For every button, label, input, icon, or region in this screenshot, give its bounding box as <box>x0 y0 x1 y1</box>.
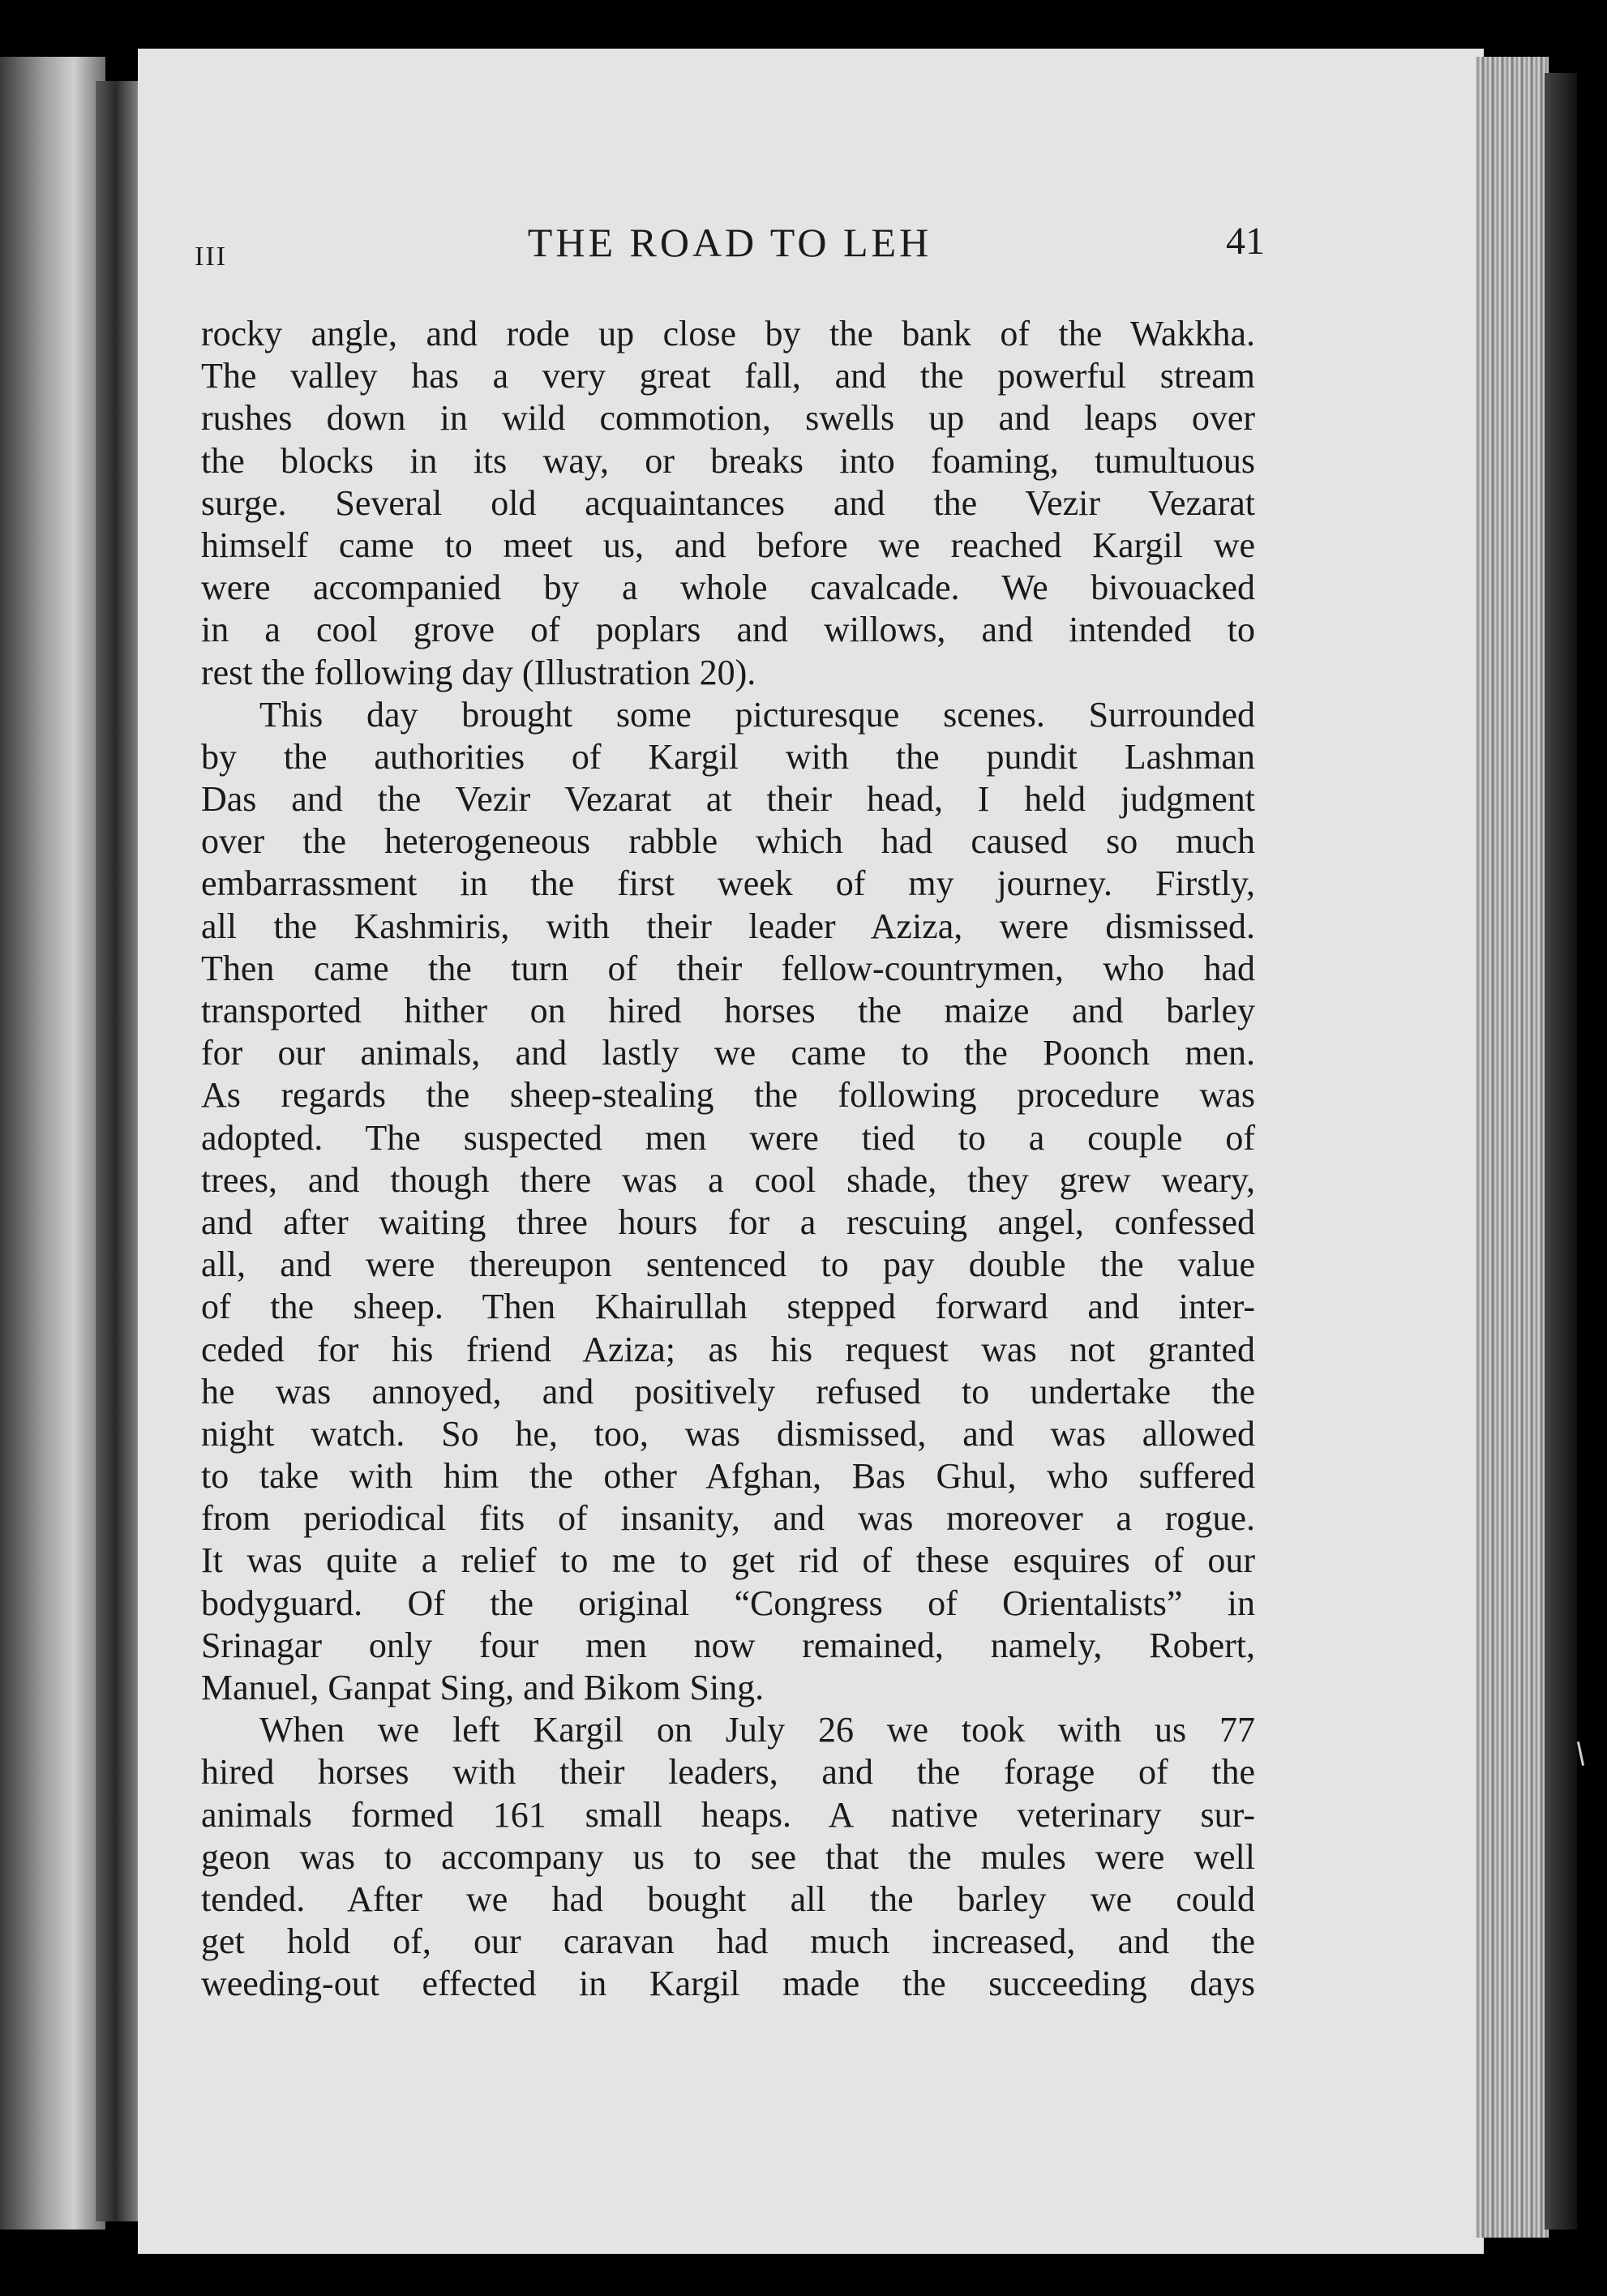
page-header-title: THE ROAD TO LEH <box>527 220 932 265</box>
text-line: get hold of, our caravan had much increased, and the <box>201 1921 1255 1962</box>
text-line: rest the following day (Illustration 20). <box>201 652 756 692</box>
text-line: Das and the Vezir Vezarat at their head, I held judgment <box>201 779 1255 820</box>
text-line: trees, and though there was a cool shade, they grew weary, <box>201 1159 1255 1200</box>
text-line: all the Kashmiris, with their leader Aziza, were dismissed. <box>201 906 1255 946</box>
text-line: transported hither on hired horses the maize and barley <box>201 991 1255 1030</box>
text-line: geon was to accompany us to see that the mules were well <box>201 1836 1255 1877</box>
page-fore-edge <box>1476 57 1549 2238</box>
text-line: of the sheep. Then Khairullah stepped forward and inter- <box>201 1287 1255 1327</box>
text-line: night watch. So he, too, was dismissed, and was allowed <box>201 1413 1255 1454</box>
text-line: over the heterogeneous rabble which had caused so much <box>201 821 1255 862</box>
text-line: Manuel, Ganpat Sing, and Bikom Sing. <box>201 1668 765 1707</box>
chapter-number: III <box>195 242 227 272</box>
text-line: for our animals, and lastly we came to the Poonch men. <box>201 1033 1255 1073</box>
text-line: Srinagar only four men now remained, namely, Robert, <box>201 1625 1255 1665</box>
text-line: As regards the sheep-stealing the following procedure was <box>201 1075 1255 1116</box>
running-head <box>195 219 1265 284</box>
text-line: by the authorities of Kargil with the pundit Lashman <box>201 736 1255 777</box>
text-line: rocky angle, and rode up close by the bank of the Wakkha. <box>201 314 1255 353</box>
text-line: to take with him the other Afghan, Bas Ghul, who suffered <box>201 1456 1255 1497</box>
text-line: bodyguard. Of the original “Congress of Orientalists” in <box>201 1583 1255 1623</box>
book-cover-edge <box>1545 73 1577 2230</box>
text-line: rushes down in wild commotion, swells up and leaps over <box>201 398 1255 439</box>
text-line: in a cool grove of poplars and willows, and intended to <box>201 610 1255 650</box>
text-line: he was annoyed, and positively refused to undertake the <box>201 1371 1255 1411</box>
text-line: The valley has a very great fall, and the powerful stream <box>201 356 1255 396</box>
page-number: 41 <box>1226 220 1265 263</box>
text-line: This day brought some picturesque scenes. Surrounded <box>259 694 1255 735</box>
text-line: himself came to meet us, and before we reached Kargil we <box>201 525 1255 565</box>
text-line: the blocks in its way, or breaks into foaming, tumultuous <box>201 440 1255 481</box>
text-line: animals formed 161 small heaps. A native veterinary sur- <box>201 1794 1255 1835</box>
text-line: tended. After we had bought all the barley we could <box>201 1878 1255 1919</box>
text-line: When we left Kargil on July 26 we took with us 77 <box>259 1710 1255 1750</box>
text-line: weeding-out effected in Kargil made the succeeding days <box>201 1964 1255 2004</box>
body-text <box>201 313 1255 2006</box>
edge-mark <box>1577 1741 1584 1766</box>
previous-page-edge <box>0 57 105 2230</box>
text-line: were accompanied by a whole cavalcade. We bivouacked <box>201 568 1255 608</box>
text-line: It was quite a relief to me to get rid of these esquires of our <box>201 1540 1255 1581</box>
text-line: Then came the turn of their fellow-countrymen, who had <box>201 948 1255 988</box>
text-line: from periodical fits of insanity, and was moreover a rogue. <box>201 1498 1255 1539</box>
text-line: and after waiting three hours for a rescuing angel, confessed <box>201 1202 1255 1242</box>
text-line: adopted. The suspected men were tied to a couple of <box>201 1117 1255 1158</box>
text-line: surge. Several old acquaintances and the Vezir Vezarat <box>201 482 1255 523</box>
text-line: all, and were thereupon sentenced to pay double the value <box>201 1244 1255 1285</box>
text-line: hired horses with their leaders, and the forage of the <box>201 1752 1255 1793</box>
text-line: ceded for his friend Aziza; as his request was not granted <box>201 1329 1255 1369</box>
text-line: embarrassment in the first week of my journey. Firstly, <box>201 863 1255 904</box>
